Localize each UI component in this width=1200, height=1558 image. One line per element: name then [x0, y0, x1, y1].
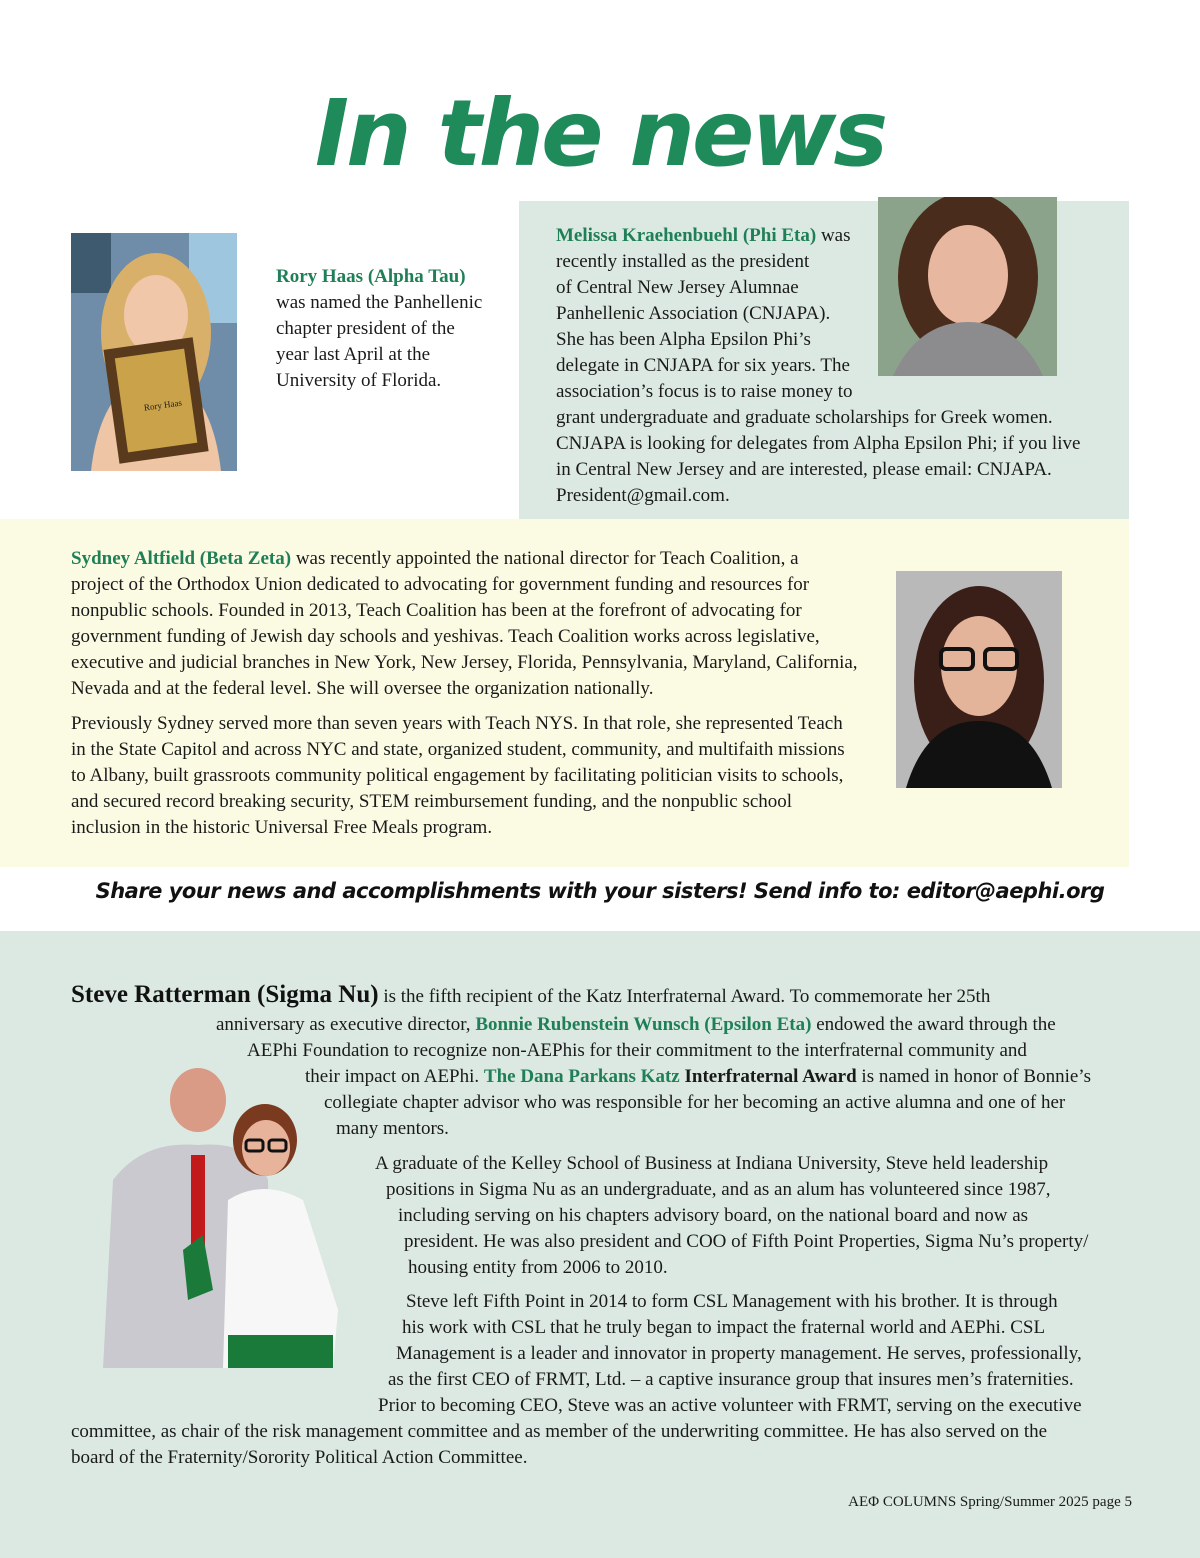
award-name-bold: Interfraternal Award [679, 1066, 857, 1087]
steve-p3-line: Prior to becoming CEO, Steve was an active volunteer with FRMT, serving on the executive [378, 1395, 1082, 1416]
steve-line-6: many mentors. [336, 1118, 449, 1139]
sydney-photo [896, 571, 1062, 788]
award-name-green: The Dana Parkans Katz [483, 1066, 680, 1087]
melissa-first-line [556, 223, 1116, 249]
melissa-line: association’s focus is to raise money to [556, 381, 853, 402]
melissa-name: Melissa Kraehenbuehl (Phi Eta) [556, 225, 817, 246]
melissa-line: CNJAPA is looking for delegates from Alpha Epsilon Phi; if you live [556, 433, 1081, 454]
steve-line-1 [71, 982, 990, 1010]
sydney-line: Previously Sydney served more than seven years with Teach NYS. In that role, she represented Teach [71, 713, 843, 734]
steve-p3-line: Management is a leader and innovator in property management. He serves, professionally, [396, 1343, 1082, 1364]
sydney-line: nonpublic schools. Founded in 2013, Teach Coalition has been at the forefront of advocating for [71, 600, 802, 621]
steve-text: is the fifth recipient of the Katz Interfraternal Award. To commemorate her 25th [378, 986, 991, 1007]
steve-p3-line: board of the Fraternity/Sorority Political Action Committee. [71, 1447, 528, 1468]
steve-p3-line: as the first CEO of FRMT, Ltd. – a captive insurance group that insures men’s fraternities. [388, 1369, 1074, 1390]
melissa-line: of Central New Jersey Alumnae [556, 277, 799, 298]
sydney-line: inclusion in the historic Universal Free Meals program. [71, 817, 493, 838]
sydney-line: and secured record breaking security, STEM reimbursement funding, and the nonpublic school [71, 791, 793, 812]
sydney-text: was recently appointed the national director for Teach Coalition, a [291, 548, 799, 569]
steve-p2-line: A graduate of the Kelley School of Business at Indiana University, Steve held leadership [375, 1153, 1049, 1174]
melissa-text: was [816, 225, 851, 246]
rory-line: University of Florida. [276, 370, 442, 391]
steve-p3-line: committee, as chair of the risk management committee and as member of the underwriting committee. He has also served on the [71, 1421, 1048, 1442]
melissa-line: in Central New Jersey and are interested, please email: CNJAPA. [556, 459, 1052, 480]
sydney-blurb [71, 546, 891, 841]
melissa-line: grant undergraduate and graduate scholarships for Greek women. [556, 407, 1053, 428]
melissa-line: recently installed as the president [556, 251, 810, 272]
steve-text: anniversary as executive director, [216, 1014, 476, 1035]
steve-p2-line: housing entity from 2006 to 2010. [408, 1257, 668, 1278]
sydney-first-line [71, 546, 891, 572]
steve-line-4 [305, 1064, 1091, 1090]
bonnie-name: Bonnie Rubenstein Wunsch (Epsilon Eta) [475, 1014, 812, 1035]
rory-line: was named the Panhellenic [276, 292, 483, 313]
rory-name: Rory Haas (Alpha Tau) [276, 266, 466, 287]
steve-text: endowed the award through the [811, 1014, 1056, 1035]
rory-haas-photo [71, 233, 237, 471]
steve-p3-line: his work with CSL that he truly began to impact the fraternal world and AEPhi. CSL [402, 1317, 1046, 1338]
rory-line: year last April at the [276, 344, 431, 365]
steve-p3-line: Steve left Fifth Point in 2014 to form CSL Management with his brother. It is through [406, 1291, 1058, 1312]
steve-p2-line: positions in Sigma Nu as an undergraduate, and as an alum has volunteered since 1987, [386, 1179, 1051, 1200]
steve-p2-line: including serving on his chapters advisory board, on the national board and now as [398, 1205, 1029, 1226]
sydney-line: Nevada and at the federal level. She will oversee the organization nationally. [71, 678, 654, 699]
steve-line-2 [216, 1012, 1056, 1038]
sydney-line: in the State Capitol and across NYC and state, organized student, community, and multifaith missions [71, 739, 845, 760]
sydney-line: executive and judicial branches in New York, New Jersey, Florida, Pennsylvania, Maryland, California, [71, 652, 858, 673]
melissa-line: President@gmail.com. [556, 485, 730, 506]
sydney-name: Sydney Altfield (Beta Zeta) [71, 548, 292, 569]
page-title: In the news [314, 80, 886, 187]
share-news-line: Share your news and accomplishments with your sisters! Send info to: editor@aephi.org [95, 879, 1105, 903]
steve-line-5: collegiate chapter advisor who was responsible for her becoming an active alumna and one of her [324, 1092, 1066, 1113]
page-footer: ΑΕΦ COLUMNS Spring/Summer 2025 page 5 [848, 1494, 1132, 1510]
melissa-line: She has been Alpha Epsilon Phi’s [556, 329, 811, 350]
melissa-line: delegate in CNJAPA for six years. The [556, 355, 850, 376]
rory-line: chapter president of the [276, 318, 455, 339]
steve-p2-line: president. He was also president and COO of Fifth Point Properties, Sigma Nu’s property/ [404, 1231, 1089, 1252]
melissa-blurb [556, 223, 1116, 509]
sydney-line: to Albany, built grassroots community political engagement by facilitating politician visits to schools, [71, 765, 844, 786]
rory-blurb [276, 264, 516, 394]
steve-line-3: AEPhi Foundation to recognize non-AEPhis for their commitment to the interfraternal community and [247, 1040, 1027, 1061]
steve-name: Steve Ratterman (Sigma Nu) [71, 981, 379, 1008]
melissa-line: Panhellenic Association (CNJAPA). [556, 303, 831, 324]
steve-text: is named in honor of Bonnie’s [856, 1066, 1091, 1087]
sydney-line: government funding of Jewish day schools and yeshivas. Teach Coalition works across legislative, [71, 626, 820, 647]
steve-text: their impact on AEPhi. [305, 1066, 484, 1087]
plaque-text: Rory Haas [143, 397, 183, 413]
sydney-line: project of the Orthodox Union dedicated to advocating for government funding and resources for [71, 574, 810, 595]
